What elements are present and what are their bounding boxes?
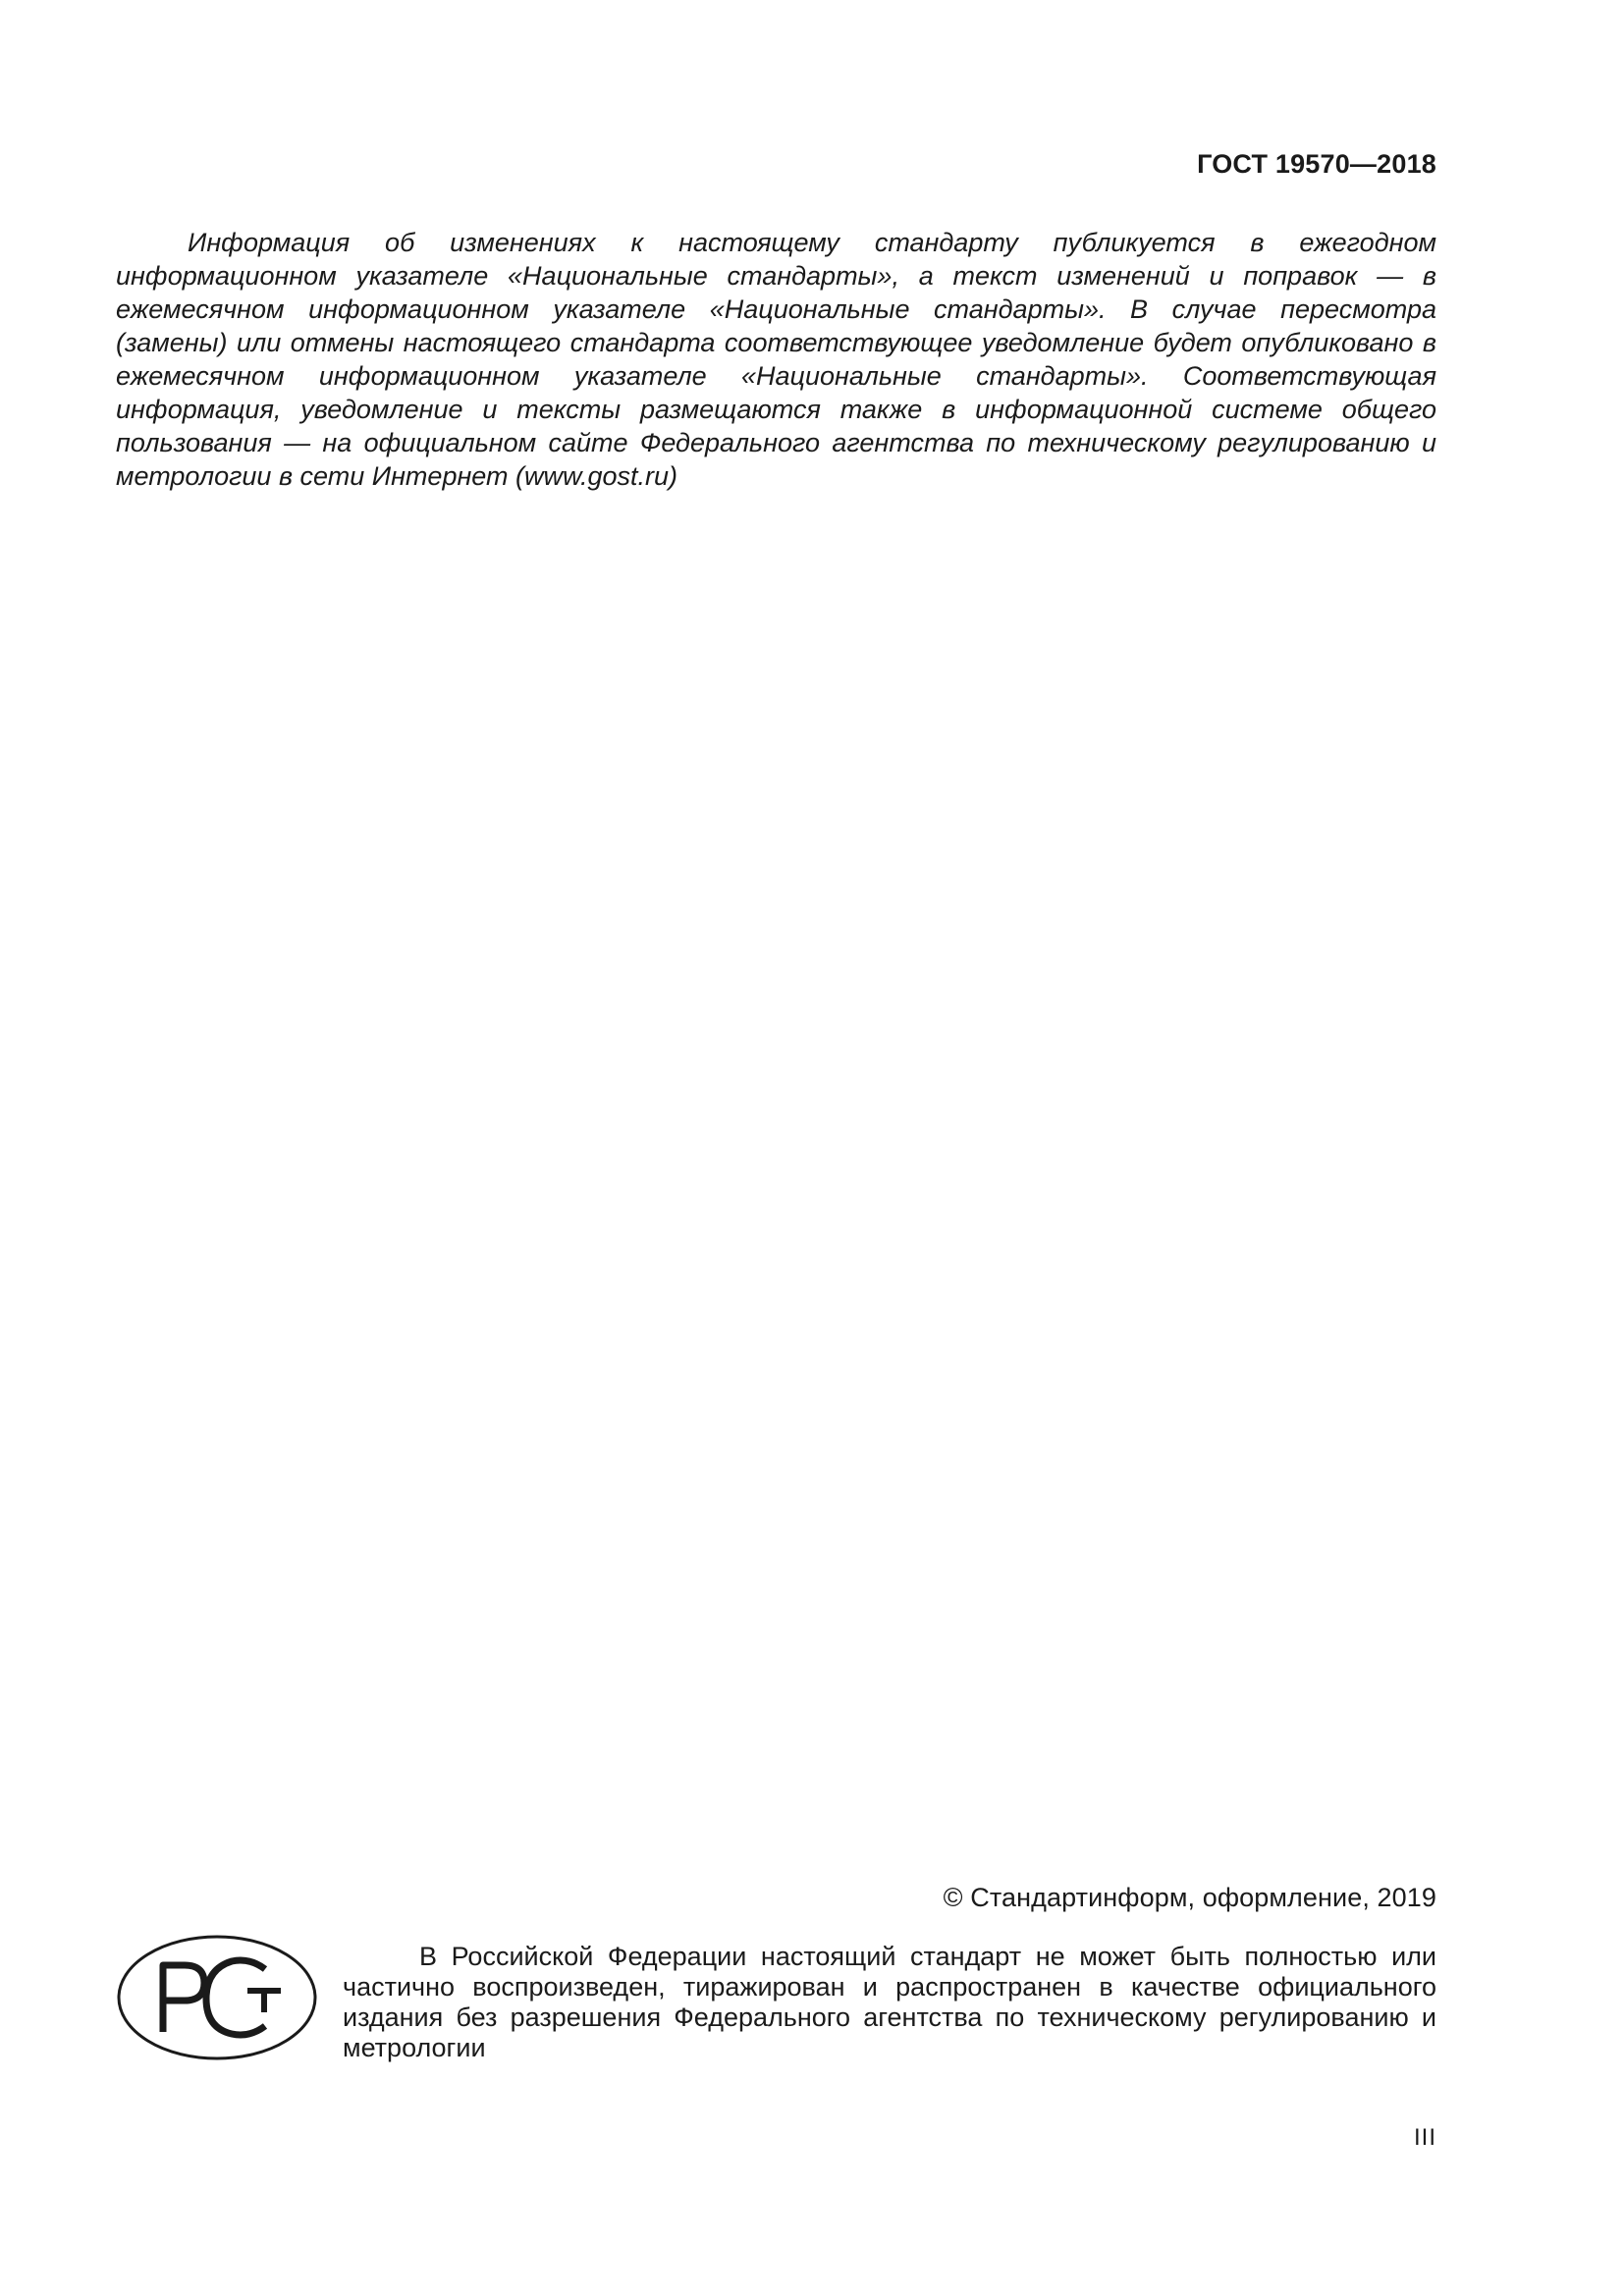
copyright-notice: © Стандартинформ, оформление, 2019 — [943, 1883, 1436, 1912]
rst-certification-logo-icon — [116, 1934, 318, 2061]
page-number: III — [1413, 2124, 1436, 2151]
standard-code: ГОСТ 19570—2018 — [1197, 149, 1436, 179]
amendments-info-paragraph: Информация об изменениях к настоящему стандарту публикуется в ежегодном информационном указателе «Национальные стандарты», а текст изменений и поправок — в ежемесячном информационном указателе «Национальные стандарты». В случае пересмотра (замены) или отмены настоящего стандарта соответствующее уведомление будет опубликовано в ежемесячном информационном указателе «Национальные стандарты». Соответствующая информация, уведомление и тексты размещаются также в информационной системе общего пользования — на официальном сайте Федерального агентства по техническому регулированию и метрологии в сети Интернет (www.gost.ru) — [116, 228, 1436, 491]
copyright-restriction-notice: В Российской Федерации настоящий стандарт не может быть полностью или частично воспроизведен, тиражирован и распространен в качестве официального издания без разрешения Федерального агентства по техническому регулированию и метрологии — [343, 1942, 1436, 2062]
